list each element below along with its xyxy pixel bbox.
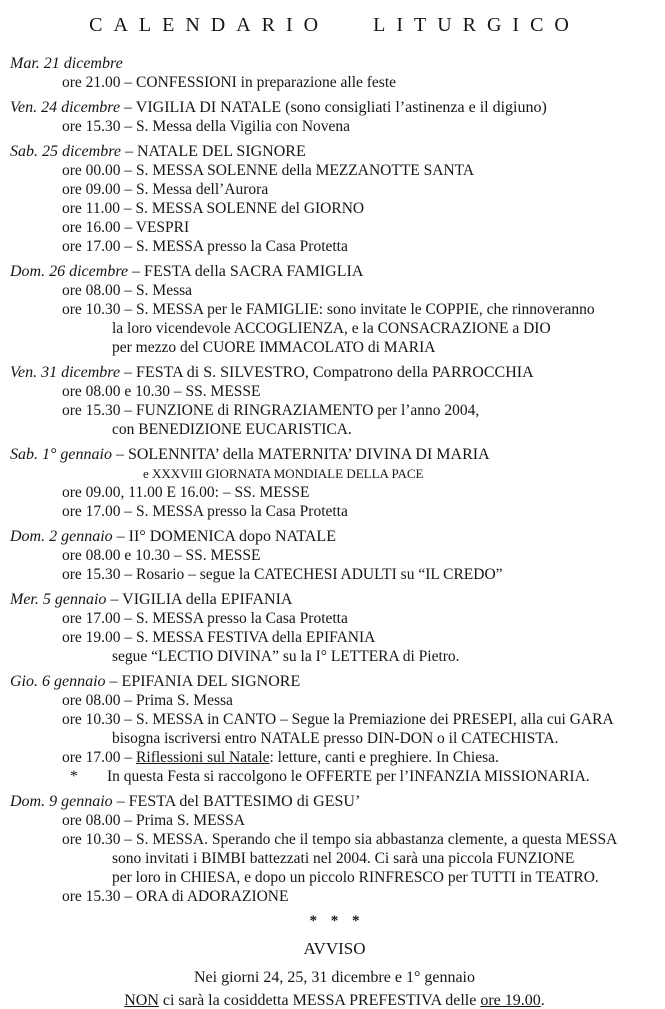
text-segment: – II° DOMENICA dopo NATALE [112, 528, 336, 545]
notice-line-days: Nei giorni 24, 25, 31 dicembre e 1° gennaio [194, 969, 475, 986]
entry-date: Dom. 2 gennaio [10, 528, 113, 545]
entry-line [112, 729, 659, 748]
text-segment: Riflessioni sul Natale [136, 749, 270, 766]
entry-date: Gio. 6 gennaio [10, 673, 106, 690]
asterisk-separator: * * * [309, 913, 360, 929]
entry-line [112, 319, 659, 338]
text-segment: ore 17.00 – S. MESSA presso la Casa Protetta [62, 238, 348, 255]
text-segment: ore 19.00 – S. MESSA FESTIVA della EPIFANIA [62, 629, 376, 646]
entry-line [70, 767, 659, 786]
entry-line [112, 849, 659, 868]
entry-heading [10, 445, 659, 464]
calendar-entry [10, 445, 659, 521]
text-segment: – VIGILIA DI NATALE (sono consigliati l’astinenza e il digiuno) [120, 99, 547, 116]
entry-line [62, 546, 659, 565]
entry-line [62, 710, 659, 729]
notice-mid-text: ci sarà la cosiddetta MESSA PREFESTIVA delle [158, 992, 481, 1009]
text-segment: – NATALE DEL SIGNORE [120, 143, 306, 160]
text-segment: – VIGILIA della EPIFANIA [106, 591, 293, 608]
text-segment: ore 15.30 – FUNZIONE di RINGRAZIAMENTO per l’anno 2004, [62, 402, 480, 419]
entry-line [112, 647, 659, 666]
notice-title: AVVISO [303, 939, 366, 958]
calendar-entry [10, 590, 659, 666]
entry-line [62, 483, 659, 502]
entry-heading [10, 363, 659, 382]
entry-line [62, 502, 659, 521]
notice-end-period: . [540, 992, 545, 1009]
entry-line [62, 237, 659, 256]
text-segment: – FESTA del BATTESIMO di GESU’ [112, 793, 361, 810]
text-segment: ore 00.00 – S. MESSA SOLENNE della MEZZANOTTE SANTA [62, 162, 475, 179]
entry-line [62, 199, 659, 218]
calendar-entry [10, 54, 659, 92]
entry-line [62, 565, 659, 584]
text-segment: ore 08.00 – Prima S. MESSA [62, 812, 245, 829]
text-segment: per mezzo del CUORE IMMACOLATO di MARIA [112, 339, 436, 356]
text-segment: ore 08.00 e 10.30 – SS. MESSE [62, 383, 261, 400]
calendar-entry [10, 672, 659, 786]
text-segment: ore 15.30 – Rosario – segue la CATECHESI ADULTI su “IL CREDO” [62, 566, 503, 583]
page-title: CALENDARIO LITURGICO [89, 14, 580, 36]
entry-line [112, 338, 659, 357]
text-segment: ore 17.00 – S. MESSA presso la Casa Protetta [62, 503, 348, 520]
text-segment: ore 09.00 – S. Messa dell’Aurora [62, 181, 269, 198]
notice-section [10, 912, 659, 1009]
entry-heading [10, 262, 659, 281]
text-segment: segue “LECTIO DIVINA” su la I° LETTERA di Pietro. [112, 648, 460, 665]
entry-line [143, 464, 659, 483]
text-segment: ore 16.00 – VESPRI [62, 219, 190, 236]
entry-line [62, 748, 659, 767]
entry-heading [10, 527, 659, 546]
entry-line [62, 300, 659, 319]
entry-date: Sab. 25 dicembre [10, 143, 121, 160]
entry-line [112, 868, 659, 887]
calendar-entry [10, 262, 659, 357]
entry-line [62, 628, 659, 647]
entry-line [62, 609, 659, 628]
entry-heading [10, 792, 659, 811]
entries-list [10, 54, 659, 906]
text-segment: – EPIFANIA DEL SIGNORE [105, 673, 301, 690]
entry-date: Ven. 31 dicembre [10, 364, 121, 381]
entry-date: Mar. 21 dicembre [10, 55, 123, 72]
calendar-entry [10, 792, 659, 906]
entry-line [62, 161, 659, 180]
entry-line [62, 401, 659, 420]
entry-heading [10, 672, 659, 691]
text-segment: ore 17.00 – S. MESSA presso la Casa Protetta [62, 610, 348, 627]
entry-line [62, 281, 659, 300]
calendar-entry [10, 142, 659, 256]
notice-line-mass [10, 989, 659, 1009]
entry-line [112, 420, 659, 439]
text-segment: ore 21.00 – CONFESSIONI in preparazione alle feste [62, 74, 397, 91]
calendar-entry [10, 98, 659, 136]
text-segment: e XXXVIII GIORNATA MONDIALE DELLA PACE [143, 466, 424, 481]
entry-date: Dom. 26 dicembre [10, 263, 129, 280]
entry-line [62, 887, 659, 906]
text-segment: ore 08.00 e 10.30 – SS. MESSE [62, 547, 261, 564]
entry-line [62, 382, 659, 401]
text-segment: ore 10.30 – S. MESSA. Sperando che il tempo sia abbastanza clemente, a questa MESSA [62, 831, 618, 848]
text-segment: con BENEDIZIONE EUCARISTICA. [112, 421, 352, 438]
text-segment: – SOLENNITA’ della MATERNITA’ DIVINA DI MARIA [111, 446, 490, 463]
entry-heading [10, 54, 659, 73]
text-segment: ore 11.00 – S. MESSA SOLENNE del GIORNO [62, 200, 365, 217]
notice-non-underlined: NON [124, 992, 159, 1009]
text-segment: – FESTA della SACRA FAMIGLIA [128, 263, 364, 280]
calendar-entry [10, 527, 659, 584]
text-segment: ore 15.30 – S. Messa della Vigilia con Novena [62, 118, 351, 135]
text-segment: ore 17.00 – [62, 749, 137, 766]
text-segment: ore 08.00 – Prima S. Messa [62, 692, 233, 709]
text-segment: ore 10.30 – S. MESSA per le FAMIGLIE: sono invitate le COPPIE, che rinnoveranno [62, 301, 595, 318]
text-segment: la loro vicendevole ACCOGLIENZA, e la CONSACRAZIONE a DIO [112, 320, 551, 337]
entry-line [62, 811, 659, 830]
entry-line [62, 117, 659, 136]
entry-heading [10, 590, 659, 609]
text-segment: per loro in CHIESA, e dopo un piccolo RINFRESCO per TUTTI in TEATRO. [112, 869, 599, 886]
entry-line [62, 691, 659, 710]
text-segment: ore 09.00, 11.00 E 16.00: – SS. MESSE [62, 484, 310, 501]
calendar-entry [10, 363, 659, 439]
asterisk-marker: * [70, 768, 78, 785]
text-segment: ore 10.30 – S. MESSA in CANTO – Segue la Premiazione dei PRESEPI, alla cui GARA [62, 711, 614, 728]
text-segment: sono invitati i BIMBI battezzati nel 2004. Ci sarà una piccola FUNZIONE [112, 850, 575, 867]
entry-line [62, 180, 659, 199]
text-segment: In questa Festa si raccolgono le OFFERTE per l’INFANZIA MISSIONARIA. [107, 768, 590, 785]
entry-line [62, 73, 659, 92]
entry-heading [10, 142, 659, 161]
entry-date: Ven. 24 dicembre [10, 99, 121, 116]
entry-date: Mer. 5 gennaio [10, 591, 107, 608]
entry-line [62, 218, 659, 237]
text-segment: : letture, canti e preghiere. In Chiesa. [269, 749, 499, 766]
text-segment: – FESTA di S. SILVESTRO, Compatrono della PARROCCHIA [120, 364, 534, 381]
notice-hour-underlined: ore 19.00 [480, 992, 541, 1009]
text-segment: bisogna iscriversi entro NATALE presso DIN-DON o il CATECHISTA. [112, 730, 559, 747]
text-segment: ore 08.00 – S. Messa [62, 282, 193, 299]
entry-line [62, 830, 659, 849]
text-segment: ore 15.30 – ORA di ADORAZIONE [62, 888, 289, 905]
entry-heading [10, 98, 659, 117]
entry-date: Dom. 9 gennaio [10, 793, 113, 810]
entry-date: Sab. 1° gennaio [10, 446, 112, 463]
